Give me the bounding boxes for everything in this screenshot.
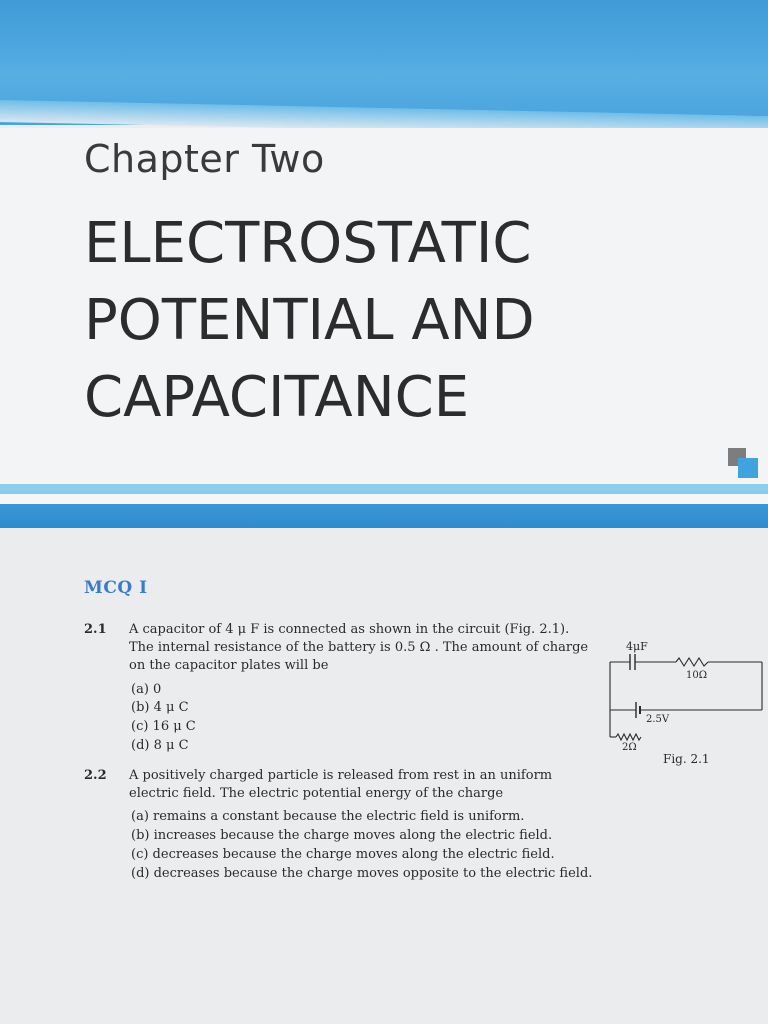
answer-option: (c) decreases because the charge moves along the electric field. — [131, 847, 555, 862]
capacitor-label: 4μF — [626, 640, 648, 653]
chapter-title-line-3: CAPACITANCE — [84, 365, 470, 430]
figure-caption: Fig. 2.1 — [663, 752, 710, 766]
answer-option: (c) 16 μ C — [131, 719, 196, 734]
chapter-title-line-1: ELECTROSTATIC — [84, 211, 532, 276]
question-number: 2.2 — [84, 768, 107, 783]
resistor-2ohm — [616, 734, 641, 740]
answer-option: (b) increases because the charge moves along the electric field. — [131, 828, 553, 843]
question-line: electric field. The electric potential energy of the charge — [129, 786, 504, 801]
answer-option: (d) decreases because the charge moves opposite to the electric field. — [131, 866, 593, 881]
decor-square-blue — [738, 458, 758, 478]
section-heading: MCQ I — [84, 578, 148, 598]
chapter-title — [84, 205, 704, 436]
chapter-label: Chapter Two — [84, 137, 325, 181]
question-line: A capacitor of 4 μ F is connected as shown in the circuit (Fig. 2.1). — [129, 622, 570, 637]
stripe-white — [0, 494, 768, 504]
question-line: The internal resistance of the battery is 0.5 Ω . The amount of charge — [129, 640, 589, 655]
question-line: on the capacitor plates will be — [129, 658, 329, 673]
resistor-bottom-label: 2Ω — [622, 742, 637, 752]
battery-label: 2.5V — [646, 714, 670, 725]
question-number: 2.1 — [84, 622, 107, 637]
question-line: A positively charged particle is released from rest in an uniform — [129, 768, 553, 783]
answer-option: (a) 0 — [131, 682, 162, 697]
answer-option: (b) 4 μ C — [131, 700, 189, 715]
chapter-title-line-2: POTENTIAL AND — [84, 288, 535, 353]
circuit-diagram — [604, 636, 768, 752]
stripe-light-blue — [0, 484, 768, 494]
stripe-dark-blue — [0, 504, 768, 528]
answer-option: (a) remains a constant because the electric field is uniform. — [131, 809, 525, 824]
resistor-top-label: 10Ω — [686, 670, 708, 681]
resistor-10ohm — [676, 658, 708, 666]
answer-option: (d) 8 μ C — [131, 738, 189, 753]
